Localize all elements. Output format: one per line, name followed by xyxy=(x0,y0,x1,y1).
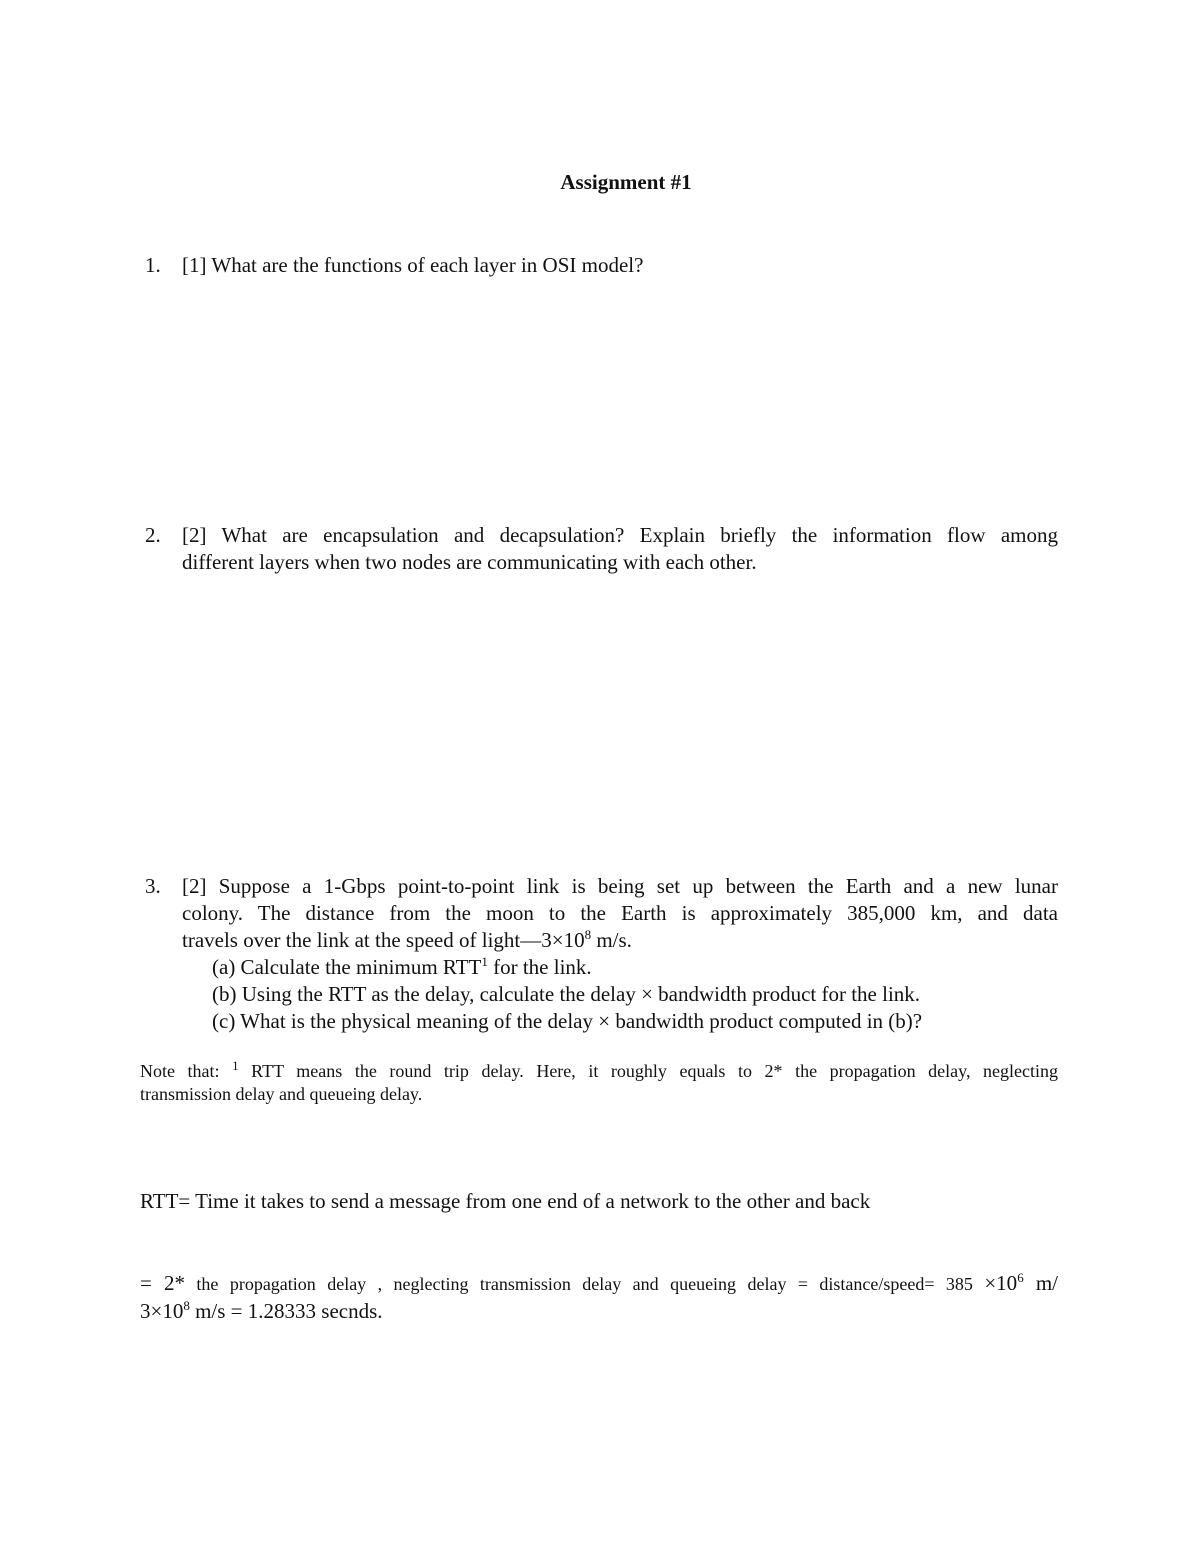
question-number: 2. xyxy=(145,523,161,547)
question-text-line: Suppose a 1-Gbps point-to-point link is being set up between the Earth and a new lunar xyxy=(218,874,1058,898)
sub-question-b: (b) Using the RTT as the delay, calculate the delay × bandwidth product for the link. xyxy=(212,982,921,1006)
question-points: [1] xyxy=(182,253,207,277)
question-text-line: What are encapsulation and decapsulation? Explain briefly the information flow among xyxy=(221,523,1058,547)
question-2 xyxy=(140,522,1058,576)
question-text: What are the functions of each layer in OSI model? xyxy=(211,253,644,277)
footnote: Note that: $^1$ RTT means the round trip delay. Here, it roughly equals to 2* the propagation delay, neglecting transmission delay and queueing delay. xyxy=(140,1058,1058,1104)
answer-calculation: = 2* the propagation delay , neglecting transmission delay and queueing delay = distance/speed= $385 \times 10^6$ m/ $3\times 10^8$ m/s = 1.28333 secnds. xyxy=(140,1270,1059,1323)
question-points: [2] xyxy=(182,874,207,898)
question-number: 1. xyxy=(145,253,161,277)
answer-rtt-definition: RTT= Time it takes to send a message from one end of a network to the other and back xyxy=(140,1189,871,1213)
question-3 xyxy=(140,873,1058,1035)
question-text-line: colony. The distance from the moon to the Earth is approximately 385,000 km, and data xyxy=(182,901,1058,925)
question-text-line: travels over the link at the speed of $light—3\times 10^8$ m/s. xyxy=(182,927,632,952)
question-number: 3. xyxy=(145,874,161,898)
question-1 xyxy=(140,252,1058,279)
sub-question-c: (c) What is the physical meaning of the delay × bandwidth product computed in (b)? xyxy=(212,1009,923,1033)
page-title: Assignment #1 xyxy=(560,170,692,194)
question-points: [2] xyxy=(182,523,207,547)
question-text-line: different layers when two nodes are communicating with each other. xyxy=(182,550,757,574)
sub-question-a: (a) Calculate the minimum RTT$^1$ for the link. xyxy=(212,954,592,979)
